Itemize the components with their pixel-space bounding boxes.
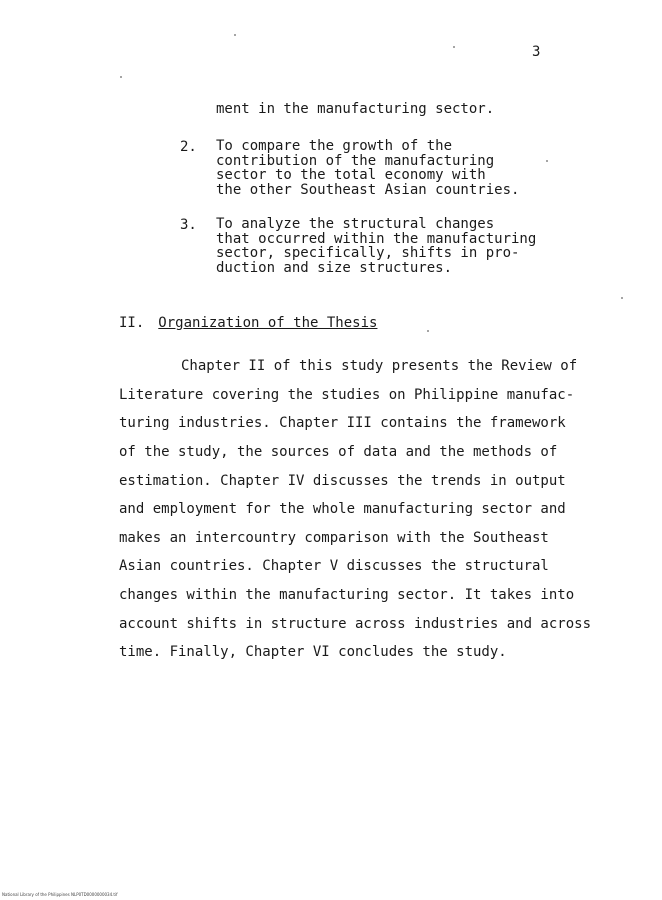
- page-number: 3: [532, 44, 541, 60]
- scan-speck: [546, 160, 548, 162]
- carry-over-line: ment in the manufacturing sector.: [216, 101, 495, 117]
- paragraph-line: changes within the manufacturing sector. It takes into: [119, 587, 575, 604]
- paragraph-line: Chapter II of this study presents the Review of: [181, 358, 578, 374]
- scan-speck: [621, 297, 623, 299]
- list-item-text: To analyze the structural changes that occurred within the manufacturing sector, specifically, shifts in pro- duction and size structures.: [216, 216, 537, 276]
- scan-speck: [453, 46, 455, 48]
- scan-speck: [234, 34, 236, 36]
- section-number: II.: [119, 315, 145, 331]
- paragraph-line: estimation. Chapter IV discusses the trends in output: [119, 472, 566, 489]
- section-title: Organization of the Thesis: [158, 315, 378, 331]
- paragraph-line: and employment for the whole manufacturing sector and: [119, 501, 566, 518]
- paragraph-line: account shifts in structure across industries and across: [119, 615, 592, 632]
- paragraph-line: of the study, the sources of data and the methods of: [119, 443, 558, 460]
- paragraph-line: Literature covering the studies on Philippine manufac-: [119, 386, 575, 403]
- body-paragraph: [119, 352, 619, 667]
- paragraph-line: turing industries. Chapter III contains the framework: [119, 415, 566, 432]
- paragraph-line: time. Finally, Chapter VI concludes the study.: [119, 644, 507, 661]
- scan-footer: National Library of the Philippines NLP0TD0000000034.tif: [2, 892, 118, 897]
- list-item-text: To compare the growth of the contribution of the manufacturing sector to the total economy with the other Southeast Asian countries.: [216, 138, 520, 198]
- section-heading: [119, 315, 377, 331]
- list-item-number: 2.: [180, 139, 197, 155]
- paragraph-line: Asian countries. Chapter V discusses the structural: [119, 558, 549, 575]
- paragraph-line: makes an intercountry comparison with the Southeast: [119, 529, 549, 546]
- list-item-number: 3.: [180, 217, 197, 233]
- scan-speck: [120, 76, 122, 78]
- scan-speck: [427, 330, 429, 332]
